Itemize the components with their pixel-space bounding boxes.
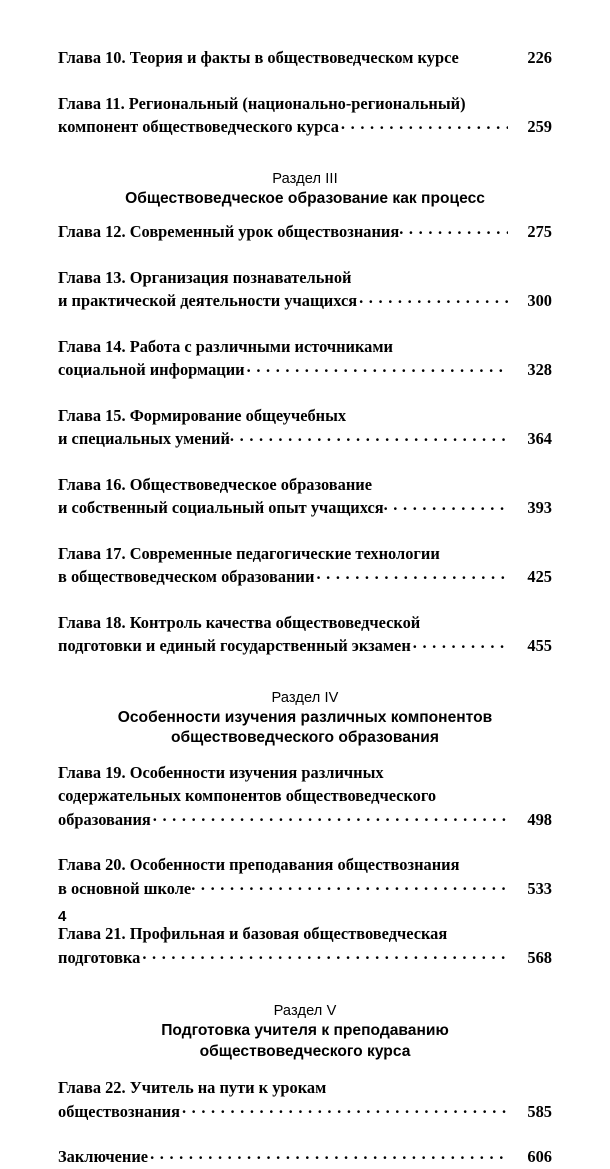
section-heading xyxy=(58,161,552,210)
toc-entry-lastline xyxy=(58,358,552,382)
toc-entry[interactable] xyxy=(58,611,552,658)
dot-leader xyxy=(384,497,508,513)
toc-entry[interactable] xyxy=(58,1145,552,1169)
toc-page-number[interactable]: 393 xyxy=(527,498,552,517)
toc-page-number[interactable]: 300 xyxy=(527,291,552,310)
toc-entry-lastline xyxy=(58,496,552,520)
dot-leader xyxy=(153,808,508,824)
section-heading xyxy=(58,680,552,749)
toc-entry-title-tail: и практической деятельности учащихся xyxy=(58,291,358,310)
toc-page-number[interactable]: 364 xyxy=(527,429,552,448)
toc-entry[interactable] xyxy=(58,335,552,382)
toc-entry-title-tail: Глава 12. Современный урок обществознания xyxy=(58,222,400,241)
toc-entry-line: Глава 20. Особенности преподавания обществознания xyxy=(58,855,460,874)
section-title xyxy=(58,1021,552,1062)
toc-page-number[interactable]: 606 xyxy=(527,1147,552,1166)
toc-entry[interactable] xyxy=(58,542,552,589)
toc-entry-line: содержательных компонентов обществоведческого xyxy=(58,786,437,805)
toc-entry-line: Глава 14. Работа с различными источниками xyxy=(58,336,393,356)
toc-entry-title-tail: подготовки и единый государственный экзамен xyxy=(58,636,411,655)
section-title xyxy=(58,189,552,210)
toc-page-number[interactable]: 275 xyxy=(527,222,552,241)
toc-entry-line: Глава 19. Особенности изучения различных xyxy=(58,762,384,782)
toc-entry[interactable] xyxy=(58,266,552,313)
toc-entry-line: Глава 16. Обществоведческое образование xyxy=(58,474,372,494)
toc-page-number[interactable]: 455 xyxy=(527,636,552,655)
toc-entry-title-tail: социальной информации xyxy=(58,360,245,379)
toc-entry[interactable] xyxy=(58,473,552,520)
toc-page-number[interactable]: 533 xyxy=(527,878,552,898)
toc-entry-lastline xyxy=(58,946,552,970)
table-of-contents xyxy=(58,46,552,1169)
toc-entry-title-tail: образования xyxy=(58,809,151,829)
toc-entry-lastline xyxy=(58,427,552,451)
toc-entry-title-tail: и собственный социальный опыт учащихся xyxy=(58,498,384,517)
toc-entry[interactable] xyxy=(58,46,552,70)
toc-entry-lastline xyxy=(58,877,552,901)
toc-entry[interactable] xyxy=(58,220,552,244)
toc-entry-line: Глава 21. Профильная и базовая обществоведческая xyxy=(58,924,448,943)
section-title-line: Подготовка учителя к преподаванию xyxy=(161,1022,449,1039)
toc-entry-title-tail: в основной школе xyxy=(58,878,192,898)
dot-leader xyxy=(247,359,508,375)
toc-entry-lastline xyxy=(58,220,552,244)
toc-entry-line: Глава 11. Региональный (национально-региональный) xyxy=(58,93,466,113)
toc-entry-lastline xyxy=(58,634,552,658)
section-title-line: обществоведческого образования xyxy=(170,729,439,746)
toc-entry-lastline xyxy=(58,115,552,139)
section-title-line: обществоведческого курса xyxy=(199,1042,411,1060)
toc-entry-title-tail: Заключение xyxy=(58,1147,149,1166)
toc-entry[interactable] xyxy=(58,404,552,451)
toc-page-number[interactable]: 498 xyxy=(527,809,552,829)
toc-entry-lastline xyxy=(58,1100,552,1124)
section-title-line: Обществоведческое образование как процесс xyxy=(125,189,485,207)
toc-entry-lastline xyxy=(58,289,552,313)
toc-page-number[interactable]: 328 xyxy=(527,360,552,379)
toc-entry-title-tail: обществознания xyxy=(58,1101,180,1121)
toc-entry-line: Глава 22. Учитель на пути к урокам xyxy=(58,1078,327,1097)
dot-leader xyxy=(399,221,508,237)
section-title-line: Особенности изучения различных компонентов xyxy=(117,708,493,726)
toc-entry[interactable] xyxy=(58,761,552,832)
toc-page-number[interactable]: 259 xyxy=(527,117,552,136)
toc-entry[interactable] xyxy=(58,1076,552,1123)
toc-entry-line: Глава 13. Организация познавательной xyxy=(58,267,352,287)
toc-entry-line: Глава 17. Современные педагогические технологии xyxy=(58,543,440,563)
section-number: Раздел IV xyxy=(271,689,339,706)
section-heading xyxy=(58,993,552,1062)
section-number: Раздел V xyxy=(273,1003,337,1019)
toc-entry-title-tail: Глава 10. Теория и факты в обществоведческом курсе xyxy=(58,48,459,67)
toc-entry-lastline xyxy=(58,565,552,589)
dot-leader xyxy=(230,428,508,444)
toc-entry-lastline xyxy=(58,808,552,832)
section-number: Раздел III xyxy=(272,170,338,187)
toc-entry-lastline xyxy=(58,46,552,70)
section-title xyxy=(58,708,552,749)
toc-entry[interactable] xyxy=(58,92,552,139)
dot-leader xyxy=(413,635,508,651)
toc-entry-lastline xyxy=(58,1145,552,1169)
dot-leader xyxy=(191,877,508,893)
dot-leader xyxy=(150,1146,508,1162)
dot-leader xyxy=(461,47,508,63)
toc-page-number[interactable]: 568 xyxy=(527,947,552,967)
toc-entry-title-tail: подготовка xyxy=(58,947,141,967)
toc-entry-title-tail: в обществоведческом образовании xyxy=(58,567,315,586)
toc-entry-line: Глава 18. Контроль качества обществоведческой xyxy=(58,612,421,632)
toc-entry-title-tail: и специальных умений xyxy=(58,429,230,448)
toc-page-number[interactable]: 425 xyxy=(527,567,552,586)
toc-entry-title-tail: компонент обществоведческого курса xyxy=(58,117,339,136)
toc-page-number[interactable]: 226 xyxy=(527,48,552,67)
page-folio: 4 xyxy=(58,908,67,925)
toc-entry[interactable] xyxy=(58,922,552,969)
dot-leader xyxy=(182,1100,508,1116)
dot-leader xyxy=(142,946,508,962)
dot-leader xyxy=(359,290,508,306)
toc-entry-line: Глава 15. Формирование общеучебных xyxy=(58,405,347,425)
toc-entry[interactable] xyxy=(58,853,552,900)
toc-page-number[interactable]: 585 xyxy=(527,1101,552,1121)
dot-leader xyxy=(341,116,508,132)
dot-leader xyxy=(316,566,508,582)
